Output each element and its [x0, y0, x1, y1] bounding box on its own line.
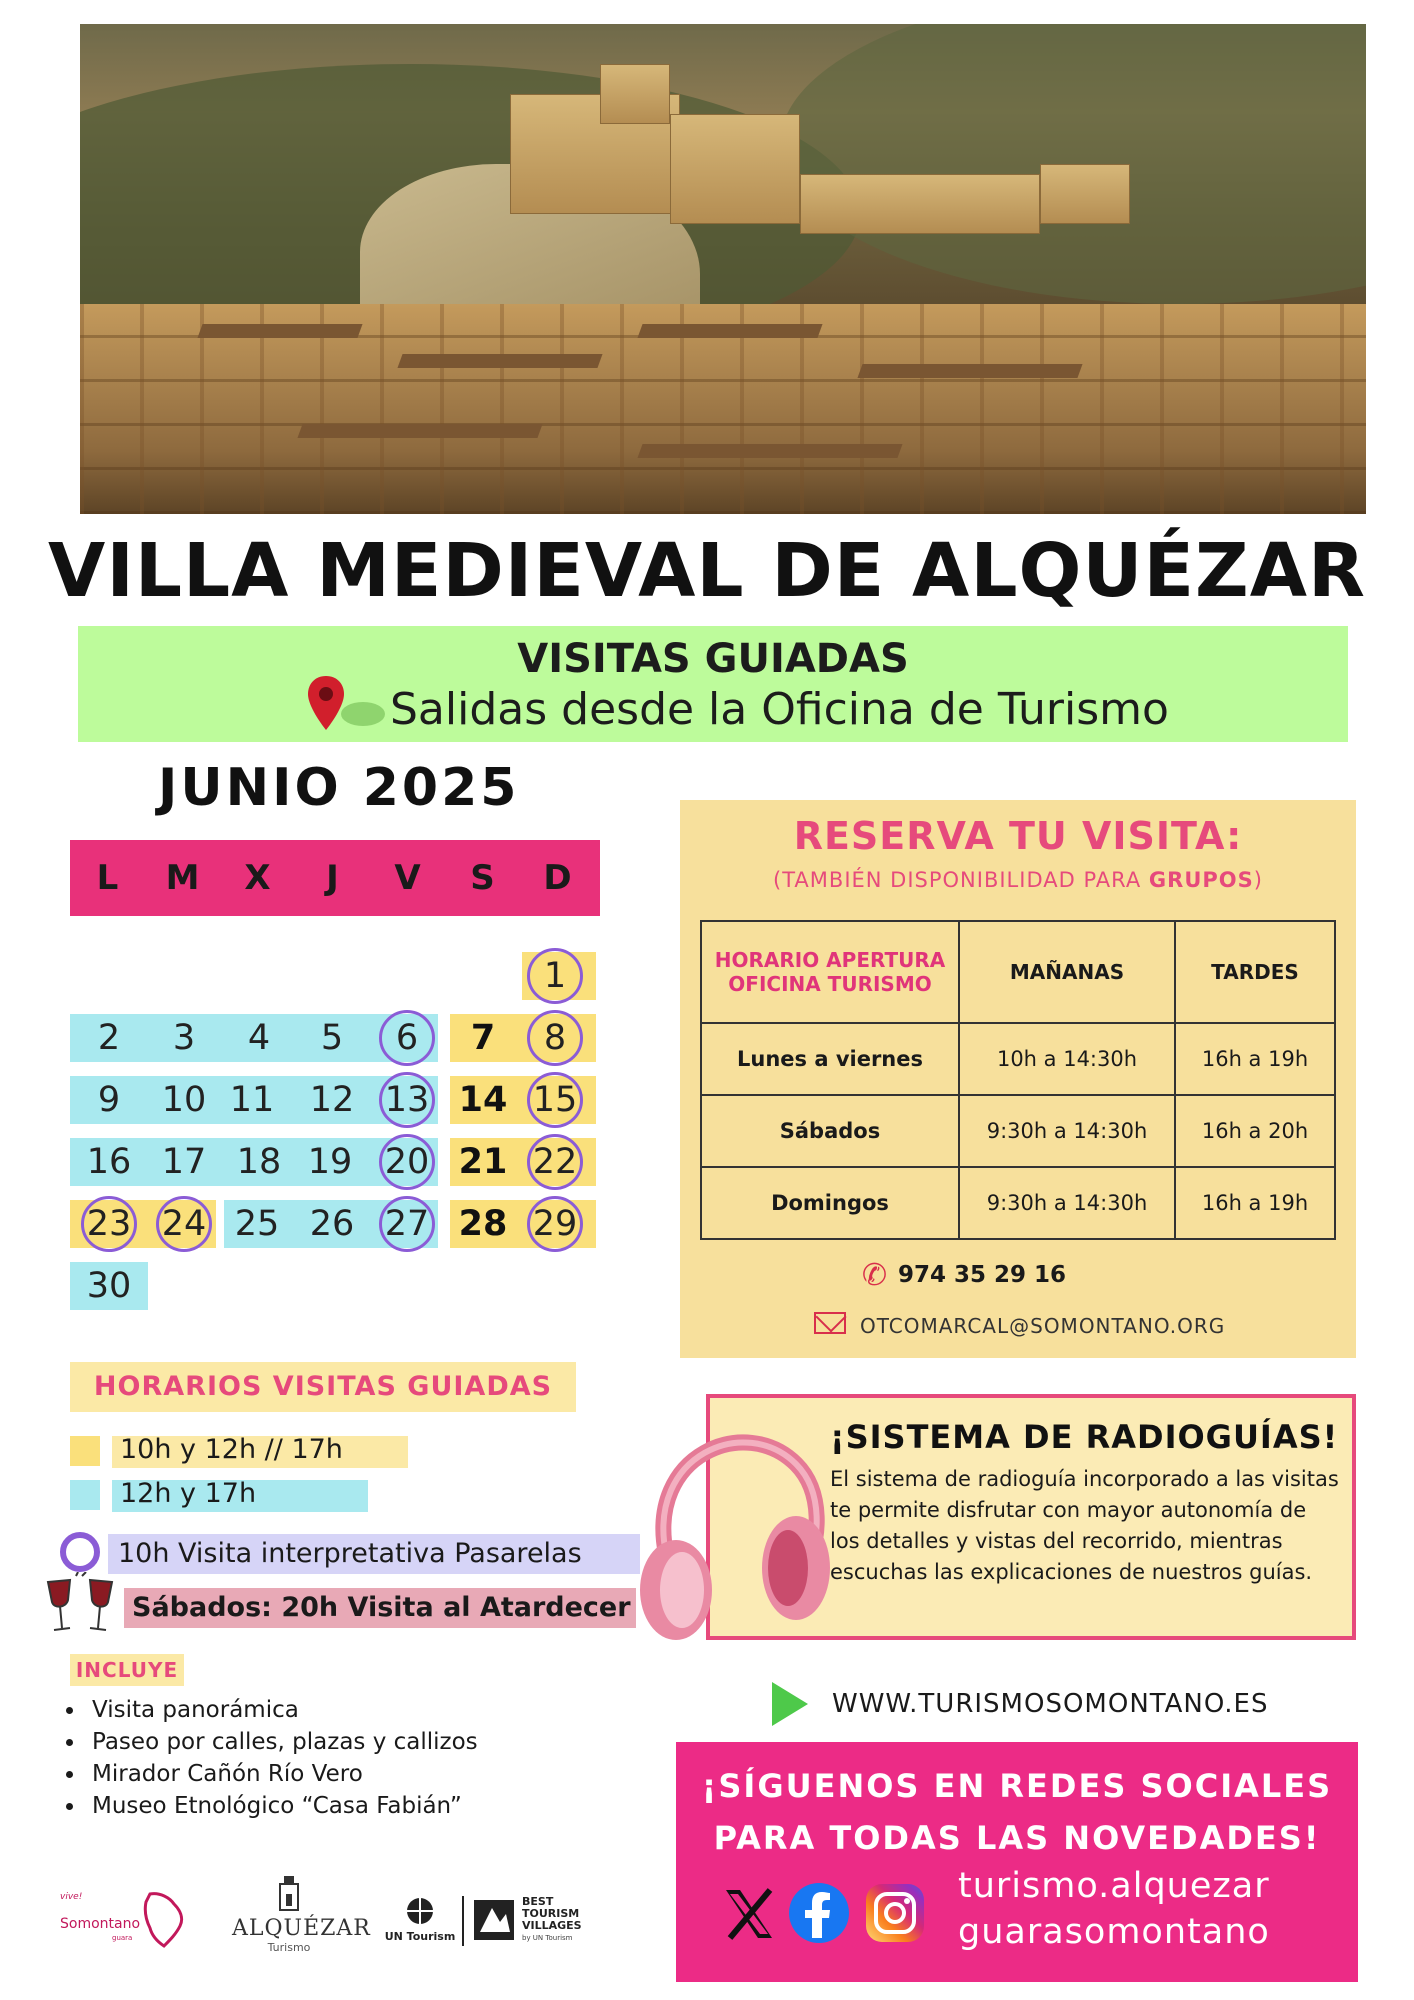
groups-prefix: (TAMBIÉN DISPONIBILIDAD PARA — [773, 868, 1149, 892]
best-villages-sub: by UN Tourism — [522, 1934, 573, 1942]
best-villages-icon — [472, 1898, 516, 1942]
office-hours-table — [700, 920, 1336, 1240]
calendar-day: 12 — [309, 1080, 355, 1120]
table-row — [701, 1095, 1335, 1167]
table-row — [701, 1167, 1335, 1239]
headphones-icon — [626, 1394, 836, 1644]
guided-visits-heading: VISITAS GUIADAS — [517, 636, 909, 682]
facebook-icon[interactable] — [788, 1882, 850, 1944]
calendar-day: 6 — [379, 1010, 435, 1066]
legend-label: Sábados: 20h Visita al Atardecer — [132, 1592, 631, 1623]
schedule-title: HORARIOS VISITAS GUIADAS — [70, 1362, 576, 1412]
calendar-day: 30 — [86, 1266, 132, 1306]
calendar-day: 3 — [172, 1018, 196, 1058]
calendar-day: 7 — [470, 1018, 496, 1058]
radio-guide-text: El sistema de radioguía incorporado a las visitas te permite disfrutar con mayor autonomía de los detalles y vistas del recorrido, mientras escuchas las explicaciones de nuestros guías. — [830, 1467, 1339, 1584]
booking-panel — [680, 800, 1356, 1358]
calendar-day: 13 — [379, 1072, 435, 1128]
wine-glasses-icon — [40, 1572, 120, 1642]
email-address[interactable]: OTCOMARCAL@SOMONTANO.ORG — [860, 1314, 1226, 1338]
weekday-label: V — [394, 858, 421, 898]
alquezar-logo-text: ALQUÉZAR — [232, 1916, 371, 1941]
calendar-day: 10 — [161, 1080, 207, 1120]
table-header-cell: TARDES — [1175, 921, 1335, 1023]
social-handle[interactable]: turismo.alquezar — [958, 1866, 1270, 1906]
phone-number[interactable]: 974 35 29 16 — [898, 1262, 1067, 1288]
list-item: Visita panorámica — [64, 1694, 478, 1726]
table-cell: 16h a 20h — [1175, 1095, 1335, 1167]
calendar-day: 21 — [458, 1142, 508, 1182]
calendar-day: 5 — [320, 1018, 344, 1058]
best-tourism-villages-logo — [472, 1896, 612, 1956]
booking-title: RESERVA TU VISITA: — [793, 814, 1243, 858]
calendar-day: 26 — [309, 1204, 355, 1244]
website-link[interactable]: WWW.TURISMOSOMONTANO.ES — [832, 1689, 1269, 1719]
social-handle[interactable]: guarasomontano — [958, 1912, 1270, 1952]
table-cell: 10h a 14:30h — [959, 1023, 1175, 1095]
calendar-day: 20 — [379, 1134, 435, 1190]
weekday-label: J — [326, 858, 339, 898]
calendar-day: 18 — [236, 1142, 282, 1182]
somontano-logo — [56, 1890, 186, 1960]
weekday-label: D — [543, 858, 572, 898]
calendar-day: 29 — [527, 1196, 583, 1252]
weekday-label: L — [96, 858, 119, 898]
calendar-day: 22 — [527, 1134, 583, 1190]
calendar-day: 16 — [86, 1142, 132, 1182]
calendar-weekdays — [70, 840, 600, 916]
calendar-day: 8 — [527, 1010, 583, 1066]
hero-photo-alquezar — [80, 24, 1366, 514]
calendar-day: 25 — [234, 1204, 280, 1244]
calendar-day: 24 — [156, 1196, 212, 1252]
legend-label: 10h y 12h // 17h — [120, 1434, 343, 1465]
radio-guide-title: ¡SISTEMA DE RADIOGUÍAS! — [830, 1418, 1339, 1456]
weekday-label: X — [244, 858, 271, 898]
list-item: Paseo por calles, plazas y callizos — [64, 1726, 478, 1758]
social-title — [676, 1760, 1358, 1864]
x-icon[interactable] — [722, 1886, 776, 1942]
calendar-day: 2 — [97, 1018, 121, 1058]
table-cell: 16h a 19h — [1175, 1167, 1335, 1239]
best-villages-text: BEST — [522, 1895, 554, 1908]
weekday-label: M — [165, 858, 200, 898]
list-item: Museo Etnológico “Casa Fabián” — [64, 1790, 478, 1822]
table-header-cell: HORARIO APERTURA OFICINA TURISMO — [701, 921, 959, 1023]
calendar-day: 19 — [307, 1142, 353, 1182]
somontano-logo-small: vive! — [60, 1892, 83, 1902]
social-panel — [676, 1742, 1358, 1982]
weekday-label: S — [470, 858, 495, 898]
booking-groups-note — [680, 868, 1356, 892]
table-cell: 9:30h a 14:30h — [959, 1095, 1175, 1167]
un-tourism-icon — [405, 1896, 435, 1926]
calendar-day: 27 — [379, 1196, 435, 1252]
calendar-day: 14 — [458, 1080, 508, 1120]
groups-word: GRUPOS — [1148, 868, 1254, 892]
pin-shadow-icon — [340, 700, 386, 728]
somontano-logo-sub: guara — [112, 1934, 133, 1942]
table-cell: 16h a 19h — [1175, 1023, 1335, 1095]
social-title-line: ¡SÍGUENOS EN REDES SOCIALES — [701, 1767, 1333, 1805]
best-villages-text: TOURISM — [522, 1907, 580, 1920]
legend-label: 10h Visita interpretativa Pasarelas — [118, 1538, 582, 1569]
castle-crest-icon — [276, 1874, 302, 1912]
calendar-day: 11 — [229, 1080, 275, 1120]
table-header-row — [701, 921, 1335, 1023]
calendar-day: 9 — [97, 1080, 121, 1120]
groups-suffix: ) — [1253, 868, 1263, 892]
somontano-map-icon — [140, 1890, 188, 1950]
table-cell: Lunes a viernes — [701, 1023, 959, 1095]
un-tourism-logo — [384, 1896, 456, 1956]
table-cell: Sábados — [701, 1095, 959, 1167]
calendar-month: JUNIO 2025 — [158, 758, 520, 818]
table-cell: Domingos — [701, 1167, 959, 1239]
alquezar-logo-sub: Turismo — [267, 1941, 311, 1954]
table-cell: 9:30h a 14:30h — [959, 1167, 1175, 1239]
list-item: Mirador Cañón Río Vero — [64, 1758, 478, 1790]
un-tourism-text: UN Tourism — [384, 1930, 456, 1943]
best-villages-text: VILLAGES — [522, 1919, 582, 1932]
calendar-day: 28 — [458, 1204, 508, 1244]
mail-icon — [814, 1312, 846, 1334]
legend-swatch-yellow — [70, 1436, 100, 1466]
page-title: VILLA MEDIEVAL DE ALQUÉZAR — [48, 528, 1366, 614]
calendar-day: 1 — [527, 948, 583, 1004]
alquezar-logo — [232, 1874, 371, 1964]
play-icon — [772, 1682, 808, 1726]
legend-circle-icon — [60, 1532, 100, 1572]
includes-list — [64, 1694, 478, 1822]
instagram-icon[interactable] — [864, 1882, 926, 1944]
social-title-line: PARA TODAS LAS NOVEDADES! — [713, 1819, 1321, 1857]
includes-tag: INCLUYE — [70, 1654, 184, 1686]
legend-swatch-cyan — [70, 1480, 100, 1510]
table-header-cell: MAÑANAS — [959, 921, 1175, 1023]
calendar-day: 15 — [527, 1072, 583, 1128]
calendar-day: 4 — [247, 1018, 271, 1058]
logo-divider — [462, 1896, 464, 1946]
legend-label: 12h y 17h — [120, 1478, 257, 1509]
calendar-day: 17 — [161, 1142, 207, 1182]
table-row — [701, 1023, 1335, 1095]
calendar-day: 23 — [81, 1196, 137, 1252]
departure-text: Salidas desde la Oficina de Turismo — [390, 684, 1169, 735]
somontano-logo-text: Somontano — [60, 1916, 141, 1932]
guided-visits-banner — [78, 626, 1348, 742]
phone-icon: ✆ — [862, 1258, 888, 1293]
